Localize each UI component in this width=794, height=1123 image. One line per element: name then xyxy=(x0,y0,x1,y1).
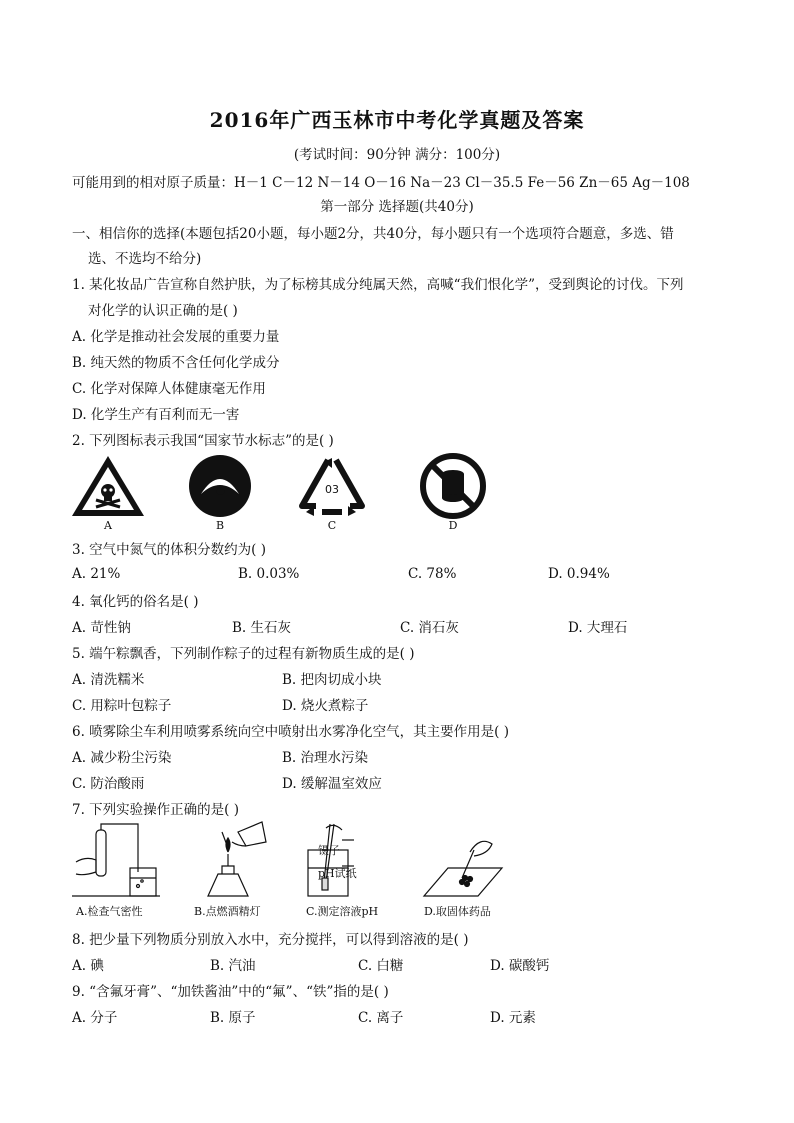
q6-stem: 6. 喷雾除尘车利用喷雾系统向空中喷射出水雾净化空气，其主要作用是( ) xyxy=(72,724,509,740)
q7-stem: 7. 下列实验操作正确的是( ) xyxy=(72,802,239,818)
q9-option-a: A. 分子 xyxy=(72,1010,118,1026)
q7-caption-d: D.取固体药品 xyxy=(424,905,491,918)
q7-caption-b: B.点燃酒精灯 xyxy=(194,905,261,918)
q6-option-b: B. 治理水污染 xyxy=(282,750,369,766)
q2-caption-a: A xyxy=(104,519,112,532)
measure-ph-icon xyxy=(308,824,354,896)
q9-stem: 9. “含氟牙膏”、“加铁酱油”中的“氟”、“铁”指的是( ) xyxy=(72,984,389,1000)
q2-sign-images xyxy=(70,454,490,518)
page-title: 2016年广西玉林市中考化学真题及答案 xyxy=(209,108,585,132)
tweezers-label: 镊子 xyxy=(318,844,340,857)
q2-caption-b: B xyxy=(215,519,225,532)
q5-stem: 5. 端午粽飘香，下列制作粽子的过程有新物质生成的是( ) xyxy=(72,646,415,662)
section1-instructions: 一、相信你的选择(本题包括20小题，每小题2分，共40分，每小题只有一个选项符合题意，多选、错 xyxy=(72,226,674,242)
q1-option-a: A. 化学是推动社会发展的重要力量 xyxy=(72,329,280,345)
no-barrel-icon xyxy=(423,456,483,516)
airtightness-check-icon xyxy=(72,824,160,896)
alcohol-lamp-icon xyxy=(208,822,266,896)
q4-option-b: B. 生石灰 xyxy=(232,620,292,636)
q8-option-d: D. 碳酸钙 xyxy=(490,958,550,974)
q5-option-b: B. 把肉切成小块 xyxy=(282,672,382,688)
q9-option-d: D. 元素 xyxy=(490,1010,536,1026)
q5-option-d: D. 烧火煮粽子 xyxy=(282,698,369,714)
recycle-code: 03 xyxy=(325,483,339,496)
q3-stem: 3. 空气中氮气的体积分数约为( ) xyxy=(72,542,266,558)
part1-heading: 第一部分 选择题(共40分) xyxy=(320,199,474,215)
q4-option-d: D. 大理石 xyxy=(568,620,628,636)
q7-experiment-images xyxy=(72,822,512,900)
poison-warning-icon xyxy=(72,456,144,516)
q1-option-b: B. 纯天然的物质不含任何化学成分 xyxy=(72,355,280,371)
q9-option-c: C. 离子 xyxy=(358,1010,404,1026)
q8-option-b: B. 汽油 xyxy=(210,958,256,974)
q1-option-d: D. 化学生产有百利而无一害 xyxy=(72,407,240,423)
q8-option-a: A. 碘 xyxy=(72,958,104,974)
q3-option-a: A. 21% xyxy=(72,566,121,582)
section1-instructions-cont: 选、不选均不给分) xyxy=(88,251,202,267)
q9-option-b: B. 原子 xyxy=(210,1010,256,1026)
q6-option-a: A. 减少粉尘污染 xyxy=(72,750,172,766)
water-saving-icon xyxy=(189,455,251,517)
q7-caption-c: C.测定溶液pH xyxy=(306,905,379,918)
q4-option-a: A. 苛性钠 xyxy=(72,620,131,636)
q6-option-d: D. 缓解温室效应 xyxy=(282,776,382,792)
recycle-icon xyxy=(302,458,362,516)
q3-option-b: B. 0.03% xyxy=(238,566,300,582)
q1-stem: 1. 某化妆品广告宣称自然护肤，为了标榜其成分纯属天然，高喊“我们恨化学”，受到舆论的讨伐。下列 xyxy=(72,277,684,293)
take-solid-icon xyxy=(424,841,502,896)
q4-stem: 4. 氧化钙的俗名是( ) xyxy=(72,594,199,610)
q2-caption-d: D xyxy=(448,519,458,532)
q5-option-a: A. 清洗糯米 xyxy=(72,672,145,688)
q8-stem: 8. 把少量下列物质分别放入水中，充分搅拌，可以得到溶液的是( ) xyxy=(72,932,469,948)
exam-info: (考试时间：90分钟 满分：100分) xyxy=(293,147,501,163)
q7-caption-a: A.检查气密性 xyxy=(76,905,143,918)
q2-stem: 2. 下列图标表示我国“国家节水标志”的是( ) xyxy=(72,433,334,449)
q1-stem-cont: 对化学的认识正确的是( ) xyxy=(88,303,238,319)
ph-paper-label: pH试纸 xyxy=(318,867,357,880)
q6-option-c: C. 防治酸雨 xyxy=(72,776,145,792)
atomic-masses: 可能用到的相对原子质量：H－1 C－12 N－14 O－16 Na－23 Cl－35.5 Fe－56 Zn－65 Ag－108 xyxy=(72,175,690,191)
q3-option-c: C. 78% xyxy=(408,566,457,582)
q8-option-c: C. 白糖 xyxy=(358,958,404,974)
q5-option-c: C. 用粽叶包粽子 xyxy=(72,698,172,714)
q1-option-c: C. 化学对保障人体健康毫无作用 xyxy=(72,381,266,397)
q4-option-c: C. 消石灰 xyxy=(400,620,459,636)
q3-option-d: D. 0.94% xyxy=(548,566,610,582)
q2-caption-c: C xyxy=(327,519,337,532)
